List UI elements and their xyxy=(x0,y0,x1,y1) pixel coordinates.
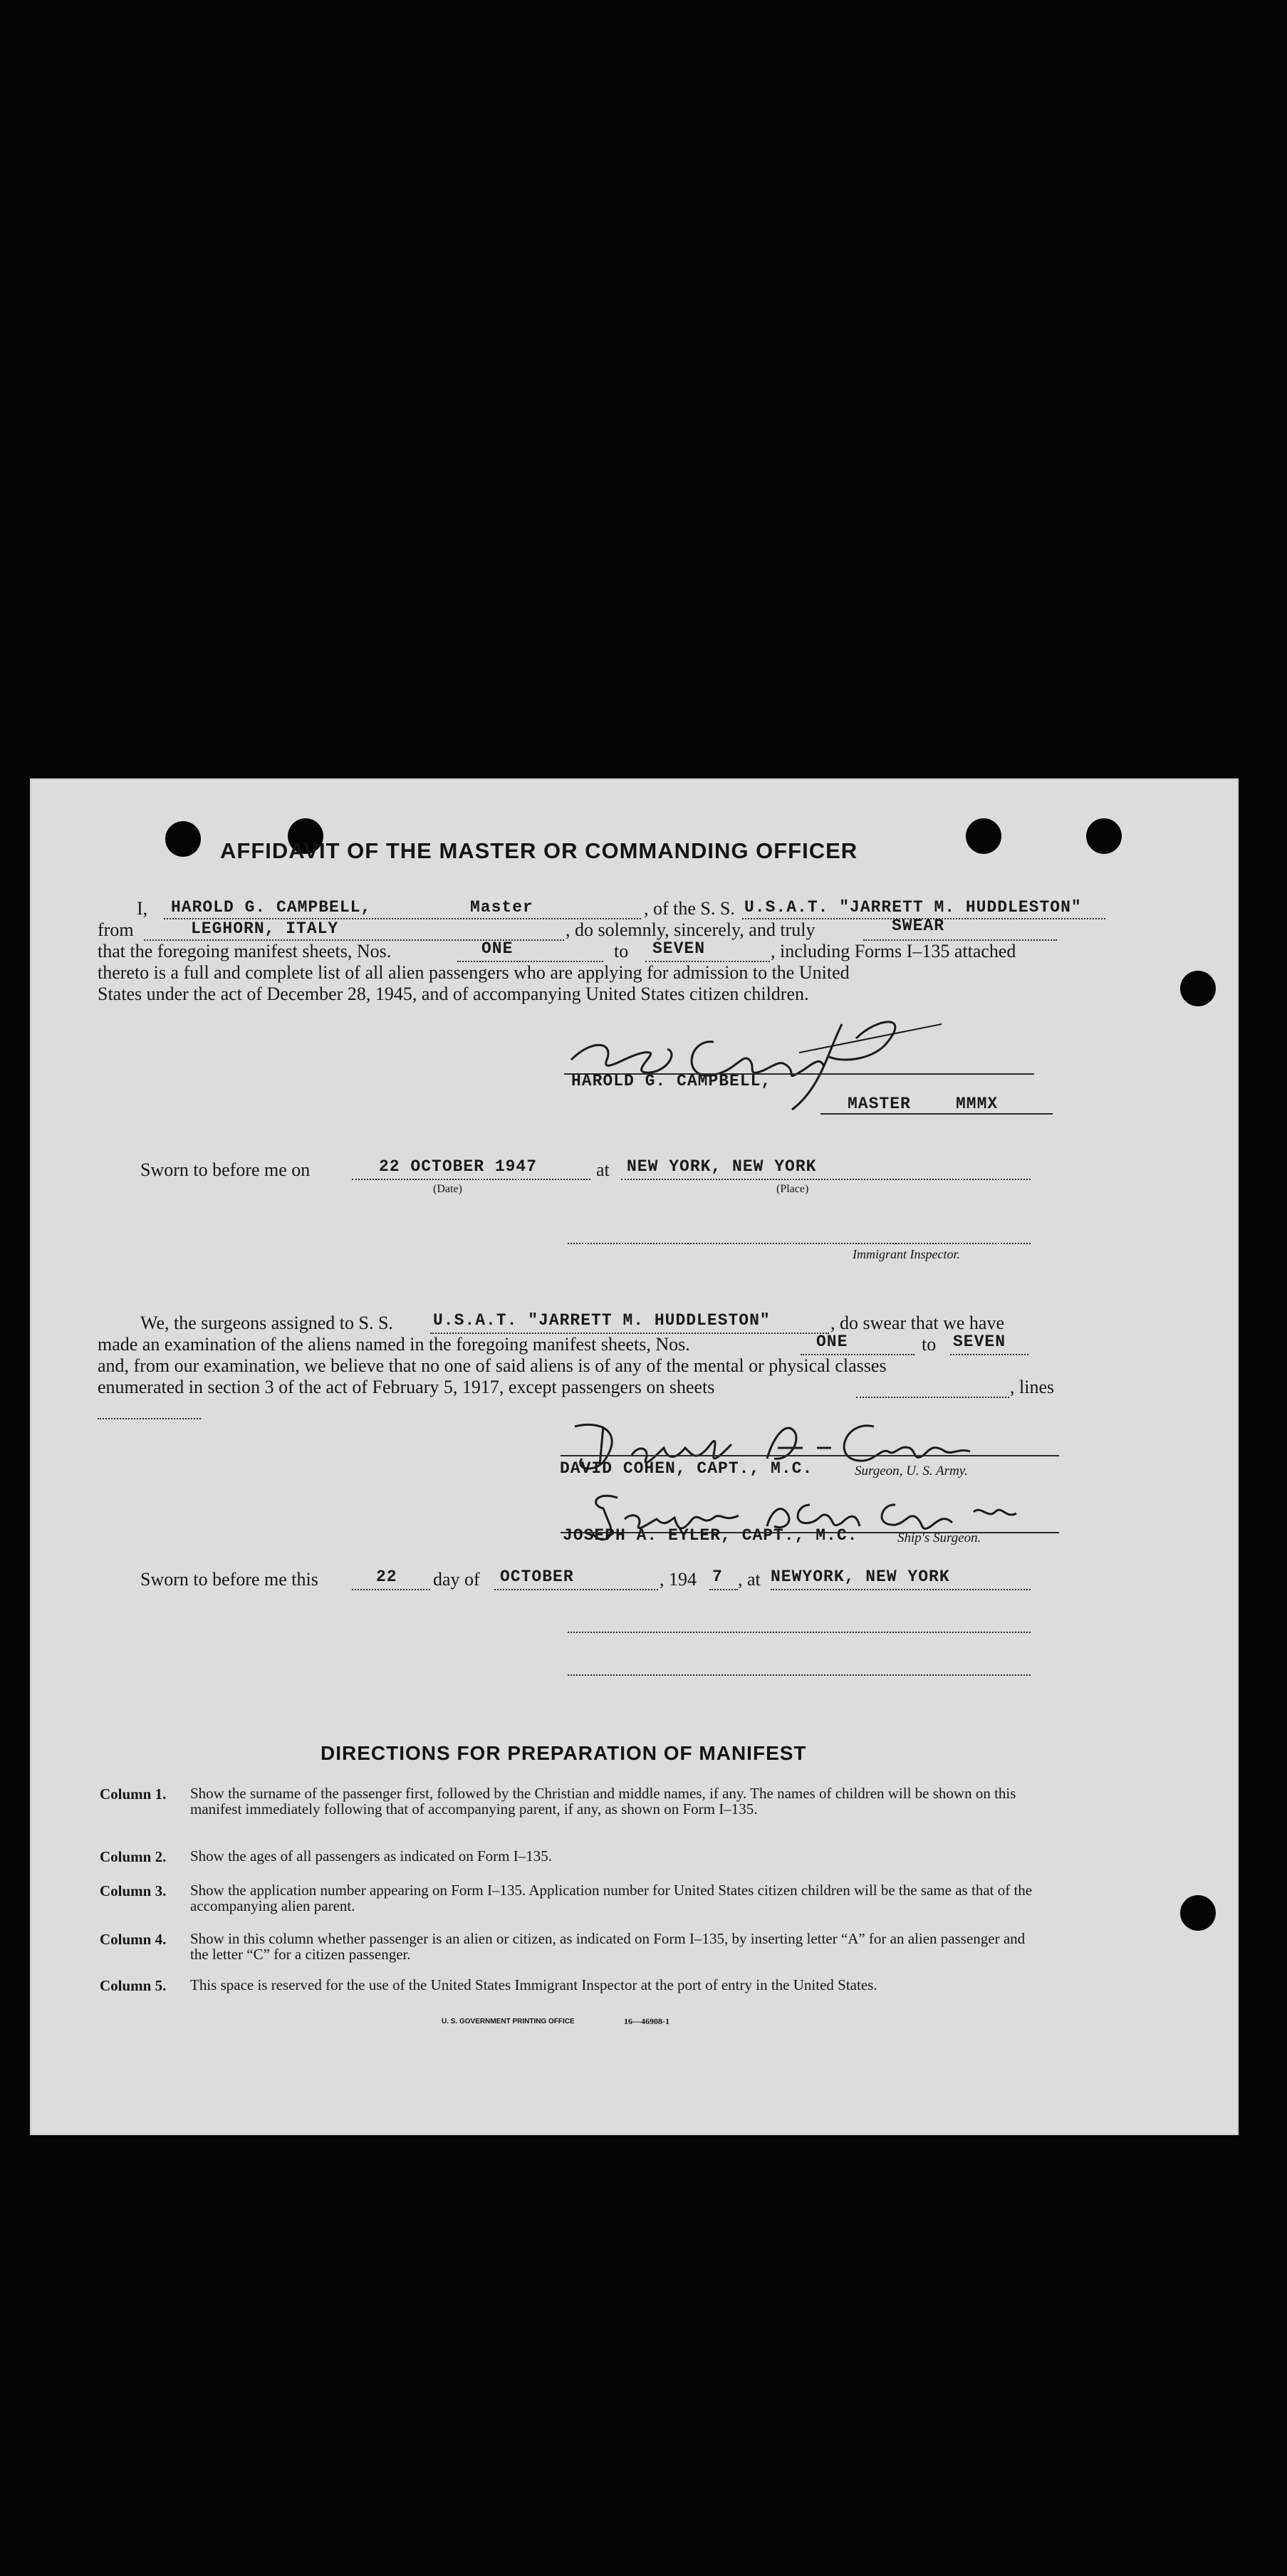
punch-hole-3 xyxy=(966,818,1001,854)
sheet-from: ONE xyxy=(481,939,514,958)
sworn2-label: Sworn to before me this xyxy=(140,1569,318,1590)
place-caption: (Place) xyxy=(776,1183,809,1195)
solemnly-text: , do solemnly, sincerely, and truly xyxy=(566,919,816,940)
sworn-date: 22 OCTOBER 1947 xyxy=(379,1157,538,1176)
column3-text: Show the application number appearing on Form I–135. Application number for United States citizen children will be the same as that of the accompanying alien parent. xyxy=(190,1882,1033,1914)
sworn2-place-line xyxy=(771,1589,1031,1590)
to-text: to xyxy=(614,941,629,961)
surgeon2-name: JOSEPH A. EYLER, CAPT., M.C. xyxy=(563,1526,858,1545)
sworn2-day-of: day of xyxy=(433,1569,480,1590)
surgeons-lines-text: , lines xyxy=(1010,1377,1055,1397)
affidavit-line5: States under the act of December 28, 1945, and of accompanying United States citizen children. xyxy=(98,984,809,1004)
surgeons-ship: U.S.A.T. "JARRETT M. HUDDLESTON" xyxy=(433,1311,771,1330)
sworn-label: Sworn to before me on xyxy=(140,1159,311,1180)
forms-text: , including Forms I–135 attached xyxy=(771,941,1016,961)
of-the-ss-text: , of the S. S. xyxy=(644,898,735,919)
column1-label: Column 1. xyxy=(100,1785,167,1803)
column4-text: Show in this column whether passenger is an alien or citizen, as indicated on Form I–135, by inserting letter “A” for an alien passenger and the letter “C” for a citizen passenger. xyxy=(190,1930,1026,1963)
punch-hole-6 xyxy=(1180,1895,1216,1931)
inspector-line xyxy=(568,1243,1031,1244)
sworn-date-line xyxy=(352,1179,590,1180)
surgeons-line2: made an examination of the aliens named in the foregoing manifest sheets, Nos. xyxy=(98,1334,690,1355)
surgeon1-caption: Surgeon, U. S. Army. xyxy=(855,1464,968,1479)
sworn2-month: OCTOBER xyxy=(500,1568,574,1586)
sworn-place-line xyxy=(621,1179,1031,1180)
column3-label: Column 3. xyxy=(100,1882,167,1899)
sworn-place: NEW YORK, NEW YORK xyxy=(627,1157,817,1176)
punch-hole-5 xyxy=(1180,971,1216,1006)
from-label: from xyxy=(98,919,134,940)
surgeons-lines-line xyxy=(98,1418,201,1419)
punch-hole-1 xyxy=(165,821,201,857)
affidavit-document xyxy=(30,778,1239,2135)
directions-title: DIRECTIONS FOR PREPARATION OF MANIFEST xyxy=(321,1742,807,1764)
master-rank: Master xyxy=(470,898,533,917)
sworn2-year-prefix: , 194 xyxy=(660,1569,697,1590)
surgeons-sheet-to: SEVEN xyxy=(953,1333,1006,1351)
surgeons-sheets-line xyxy=(856,1397,1009,1398)
sworn2-day: 22 xyxy=(376,1568,397,1586)
master-name: HAROLD G. CAMPBELL, xyxy=(171,898,372,917)
affidavit-title: AFFIDAVIT OF THE MASTER OR COMMANDING OFFICER xyxy=(220,838,858,863)
pronoun-i: I, xyxy=(137,898,148,919)
surgeon1-name: DAVID COHEN, CAPT., M.C. xyxy=(560,1459,813,1478)
swear-word: SWEAR xyxy=(892,917,945,935)
sworn-at: at xyxy=(596,1159,610,1180)
sworn2-at: , at xyxy=(738,1569,761,1590)
column5-text: This space is reserved for the use of the United States Immigrant Inspector at the port of entry in the United States. xyxy=(190,1976,877,1993)
sworn2-month-line xyxy=(494,1589,658,1590)
surgeons-line1: We, the surgeons assigned to S. S. xyxy=(140,1313,393,1333)
sworn2-year-line xyxy=(709,1589,738,1590)
signer-name: HAROLD G. CAMPBELL, xyxy=(571,1072,772,1090)
sworn2-sign-line-1 xyxy=(568,1632,1031,1633)
ship-name: U.S.A.T. "JARRETT M. HUDDLESTON" xyxy=(744,898,1082,917)
manifest-sheets-text: that the foregoing manifest sheets, Nos. xyxy=(98,941,392,961)
affidavit-line4: thereto is a full and complete list of all alien passengers who are applying for admission to the United xyxy=(98,962,850,983)
signer-strikeout: MMMX xyxy=(956,1095,999,1113)
sheet-to: SEVEN xyxy=(652,939,706,958)
surgeon2-caption: Ship's Surgeon. xyxy=(897,1531,981,1545)
column5-label: Column 5. xyxy=(100,1977,167,1994)
punch-hole-4 xyxy=(1086,818,1122,854)
surgeons-to-line xyxy=(950,1354,1028,1355)
departure-port: LEGHORN, ITALY xyxy=(191,919,339,938)
column2-label: Column 2. xyxy=(100,1848,167,1865)
sworn2-day-line xyxy=(352,1589,430,1590)
sworn2-place: NEWYORK, NEW YORK xyxy=(771,1568,950,1586)
surgeons-sheet-from: ONE xyxy=(816,1333,848,1351)
column2-text: Show the ages of all passengers as indicated on Form I–135. xyxy=(190,1847,552,1865)
inspector-caption: Immigrant Inspector. xyxy=(853,1247,960,1261)
surgeons-line4: enumerated in section 3 of the act of February 5, 1917, except passengers on sheets xyxy=(98,1377,715,1397)
surgeons-line1-end: , do swear that we have xyxy=(830,1313,1005,1333)
signer-title: MASTER xyxy=(848,1095,911,1113)
column1-text: Show the surname of the passenger first, followed by the Christian and middle names, if any. The names of children will be shown on this manifest immediately following that of accompanying parent, if any, as shown on Form I–135. xyxy=(190,1785,1016,1818)
surgeons-to: to xyxy=(922,1334,937,1355)
date-caption: (Date) xyxy=(433,1183,462,1195)
surgeons-line3: and, from our examination, we believe that no one of said aliens is of any of the mental or physical classes xyxy=(98,1355,887,1376)
column4-label: Column 4. xyxy=(100,1931,167,1948)
surgeon1-line xyxy=(561,1455,1059,1456)
printer-imprint: U. S. GOVERNMENT PRINTING OFFICE xyxy=(442,2018,575,2025)
sworn2-sign-line-2 xyxy=(568,1674,1031,1676)
form-code: 16—46908-1 xyxy=(624,2016,669,2026)
sworn2-year-digit: 7 xyxy=(712,1568,723,1586)
